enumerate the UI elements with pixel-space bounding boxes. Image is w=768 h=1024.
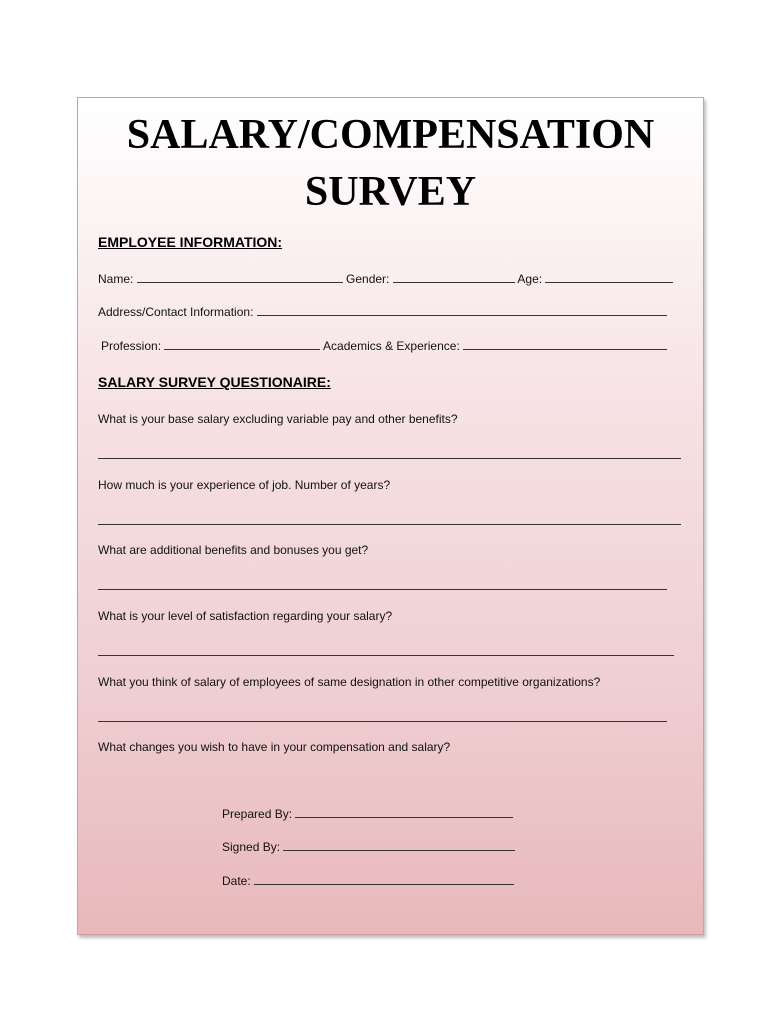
age-label: Age:	[517, 272, 543, 286]
question-4: What is your level of satisfaction regarding your salary?	[98, 609, 393, 623]
question-6: What changes you wish to have in your compensation and salary?	[98, 740, 451, 754]
age-field[interactable]	[545, 271, 673, 283]
profession-academics-row	[101, 338, 667, 353]
question-1: What is your base salary excluding variable pay and other benefits?	[98, 412, 458, 426]
date-label: Date:	[222, 874, 251, 888]
address-row	[98, 304, 667, 319]
gender-field[interactable]	[393, 271, 515, 283]
signed-by-field[interactable]	[283, 839, 515, 851]
name-label: Name:	[98, 272, 134, 286]
question-5: What you think of salary of employees of same designation in other competitive organizations?	[98, 675, 601, 689]
answer-4-field[interactable]	[98, 655, 674, 656]
question-2: How much is your experience of job. Number of years?	[98, 478, 391, 492]
questionnaire-heading: SALARY SURVEY QUESTIONAIRE:	[98, 374, 331, 390]
address-field[interactable]	[257, 304, 667, 316]
gender-label: Gender:	[346, 272, 390, 286]
signed-by-row	[222, 839, 515, 854]
question-3: What are additional benefits and bonuses you get?	[98, 543, 369, 557]
address-label: Address/Contact Information:	[98, 305, 254, 319]
date-row	[222, 873, 514, 888]
academics-field[interactable]	[463, 338, 667, 350]
profession-label: Profession:	[101, 339, 162, 353]
form-title-line-1: SALARY/COMPENSATION	[126, 112, 655, 158]
answer-1-field[interactable]	[98, 458, 681, 459]
survey-form-page	[77, 97, 704, 935]
prepared-by-field[interactable]	[295, 806, 513, 818]
prepared-by-row	[222, 806, 513, 821]
date-field[interactable]	[254, 873, 514, 885]
academics-label: Academics & Experience:	[323, 339, 460, 353]
answer-2-field[interactable]	[98, 524, 681, 525]
form-title-line-2: SURVEY	[304, 169, 477, 215]
answer-3-field[interactable]	[98, 589, 667, 590]
signed-by-label: Signed By:	[222, 840, 281, 854]
name-gender-age-row	[98, 271, 673, 286]
prepared-by-label: Prepared By:	[222, 807, 293, 821]
name-field[interactable]	[137, 271, 343, 283]
profession-field[interactable]	[164, 338, 320, 350]
answer-5-field[interactable]	[98, 721, 667, 722]
employee-information-heading: EMPLOYEE INFORMATION:	[98, 234, 283, 250]
